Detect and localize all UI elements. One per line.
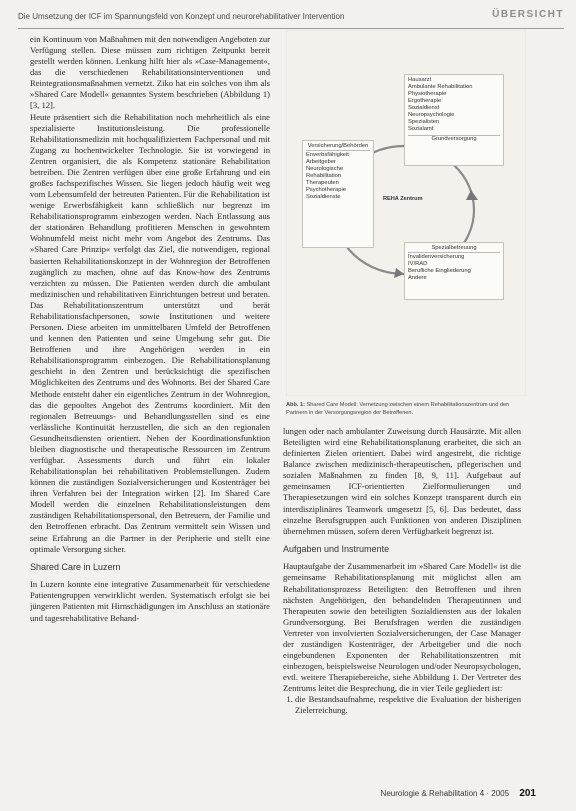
caption-text: Shared Care Modell: Vernetzung zwischen einem Rehabilitationszentrum und den Partnern in der Versorgungsregion der Betroffenen. — [286, 402, 510, 416]
left-column — [30, 34, 270, 734]
journal-name: Neurologie & Rehabilitation 4 · 2005 — [380, 789, 510, 798]
running-header — [18, 6, 564, 29]
box-spezialbetreuung — [404, 242, 504, 300]
box-spezialbetreuung-header: Spezialbetreuung — [408, 245, 500, 253]
shared-care-figure — [286, 30, 526, 396]
left-paragraph-1: ein Kontinuum von Maßnahmen mit den notwendigen Angeboten zur Verfügung stellen. Diese müssen zum richtigen Zeitpunkt bereit gestellt werden können. Lenkung hilft hier als »Case-Management«, das die verschiedenen Rehabilitationsinterventionen und Reintegrationsmaßnahmen vernetzt. Ziko hat ein solches von ihm als »Shared Care Modell« genanntes System beschrieben (Abbildung 1) [3, 12]. — [30, 34, 270, 111]
running-title: Die Umsetzung der ICF im Spannungsfeld von Konzept und neurorehabilitativer Intervention — [18, 12, 345, 21]
task-list — [283, 694, 521, 716]
cycle-arrow-right — [466, 190, 478, 200]
box-versicherung-header: Versicherung/Behörden — [306, 143, 370, 151]
box-versicherung — [302, 140, 374, 248]
box-grundversorgung-footer: Grundversorgung — [408, 135, 500, 143]
left-paragraph-2: Heute präsentiert sich die Rehabilitation noch mehrheitlich als eine spezialisierte Institutionsleistung. Die professionelle Rehabilitationsmedizin mit hochqualifiziertem Fachpersonal und mit Zugang zu hochentwickelter Technologie. Sie ist vorwiegend in Zentren organisiert, die als Kompetenz stationäre Rehabilitation betreiben. Die Zentren verfügen über eine große Erfahrung und ein großes fachspezifisches Wissen. Sie liegen jedoch häufig weit weg vom Lebensumfeld der betreuten Patienten. Für die Rehabilitation ist wenige Erwerbsfähigkeit kann schließlich nur begrenzt im Rehabilitationsprogramm einbezogen werden. Nach Entlassung aus der stationären Behandlung profitieren Menschen in gewohntem Wohnumfeld meist nicht mehr vom Angebot des Zentrums. Das »Shared Care Prinzip« verfolgt das Ziel, die notwendigen, regional basierten Rehabilitationskonzept in der Wohnregion der Betroffenen zugänglich zu machen, ohne auf das Know-how des Zentrums verzichten zu müssen. Die Patienten werden durch die ambulant medizinischen und rehabilitativen Einrichtungen betreut und beraten. Das Rehabilitationszentrum unterstützt und berät Rehabilitationsfachpersonen, sowie Institutionen und weitere Personen. Diese arbeiten im unmittelbaren Umfeld der Betroffenen und kennen den Patienten und seine Umgebung sehr gut. Die Betroffenen und ihre Angehörigen werden in ein Rehabilitationsprogramm einbezogen. Die Rehabilitationsplanung geschieht in den Zentren und berücksichtigt die spezifischen Möglichkeiten des Zentrums und des Wohnorts. Bei der Shared Care Methode entsteht daher ein eigentliches Zentrum in der Wohnregion, das die gepooltes Angebot des Zentrums koordiniert. Mit den regionalen Betreuungs- und Behandlungsstellen sind es eine verlässliche Kontinuität herzustellen, die sich an den regionalen Gesundheitsdiensten orientiert. Neben der Koordinationsfunktion bleiben diagnostische und therapeutische Ressourcen im Zentrum verfügbar. Assessments durch und führt ein lokaler Rehabilitationsplan bei rehabilitativen Problemstellungen. Zudem können die zuständigen Sozialversicherungen und Kostenträger bei ihren Verfahren bei der Integration wirken [2]. Im Shared Care Modell werden die einzelnen Rehabilitationsleistungen dem zuständigen Rehabilitationspersonal, den Betreuern, der Familie und den Betroffenen erbracht. Das Zentrum vermittelt sein Wissen und seine Erfahrung an die Partner in der Peripherie und stellt eine optimale Versorgung sicher. — [30, 111, 270, 554]
cycle-arrow-bottom — [394, 268, 404, 278]
figure-caption — [286, 402, 526, 417]
reha-zentrum-label: REHA Zentrum — [383, 196, 423, 202]
right-paragraph-1: lungen oder nach ambulanter Zuweisung durch Hausärzte. Mit allen Beteiligten wird eine Rehabilitationsplanung erarbeitet, die sich an definierten Zielen orientiert. Dabei wird angestrebt, die richtige Balance zwischen medizinisch-therapeutischen, pflegerischen und sozialen Maßnahmen zu finden [8, 9, 11]. Aufgebaut auf gemeinsamen ICF-orientierten Zielformulierungen und Therapiesetzungen wird ein solches Konzept transparent durch ein interdisziplinäres Teamwork umgesetzt [5, 6]. Das bedeutet, dass einzelne Berufsgruppen auch Funktionen von anderen Disziplinen übernehmen müssen, sofern deren Verfügbarkeit begrenzt ist. — [283, 426, 521, 536]
task-list-item: 1. die Bestandsaufnahme, respektive die Evaluation der bisherigen Zielerreichung. — [295, 694, 521, 716]
box-grundversorgung — [404, 74, 504, 166]
caption-label: Abb. 1: — [286, 402, 305, 408]
right-paragraph-2: Hauptaufgabe der Zusammenarbeit im »Shared Care Modell« ist die gemeinsame Rehabilitationsplanung mit möglichst allen am Rehabilitationsprozess Beteiligten: den Betroffenen und ihren nächsten Angehörigen, den behandelnden Therapeutinnen und Therapeuten sowie den beteiligten Sozialdiensten aus der lokalen Grundversorgung. Bei Berufsfragen werden die zuständigen Vertreter von involvierten Sozialversicherungen, der Case Manager der zuständigen Kostenträger, der Arbeitgeber und die noch eingebundenen Exponenten der Rehabilitationszentren mit einbezogen, beispielsweise Neurologen und/oder Neuropsychologen, evtl. weitere Therapiebereiche, siehe Abbildung 1. Der Vertreter des Zentrums leitet die Besprechung, die in vier Teile gegliedert ist: — [283, 561, 521, 694]
left-paragraph-3: In Luzern konnte eine integrative Zusammenarbeit für verschiedene Patientengruppen verwirklicht werden. Systematisch erfolgt sie bei jüngeren Patienten mit Hirnschädigungen im Anschluss an stationäre und tagesrehabilitative Behand- — [30, 579, 270, 623]
page-footer — [381, 788, 536, 799]
section-heading-aufgaben: Aufgaben und Instrumente — [283, 543, 390, 554]
right-column — [283, 426, 521, 756]
box-grundversorgung-text: Hausarzt Ambulante Rehabilitation Physiotherapie Ergotherapie Sozialdienst Neuropsychologie Spezialisten Sozialamt — [408, 77, 473, 133]
page-number: 201 — [519, 788, 536, 799]
box-spezialbetreuung-text: Invalidenversicherung IV/RAD Berufliche Eingliederung Andere — [408, 254, 471, 282]
box-versicherung-text: Erwerbsfähigkeit Arbeitgeber Neurologische Rehabilitation Therapeuten Psychotherapie Sozialdienste — [306, 152, 349, 201]
section-badge: ÜBERSICHT — [492, 9, 564, 20]
section-heading-shared-care: Shared Care in Luzern — [30, 561, 121, 572]
